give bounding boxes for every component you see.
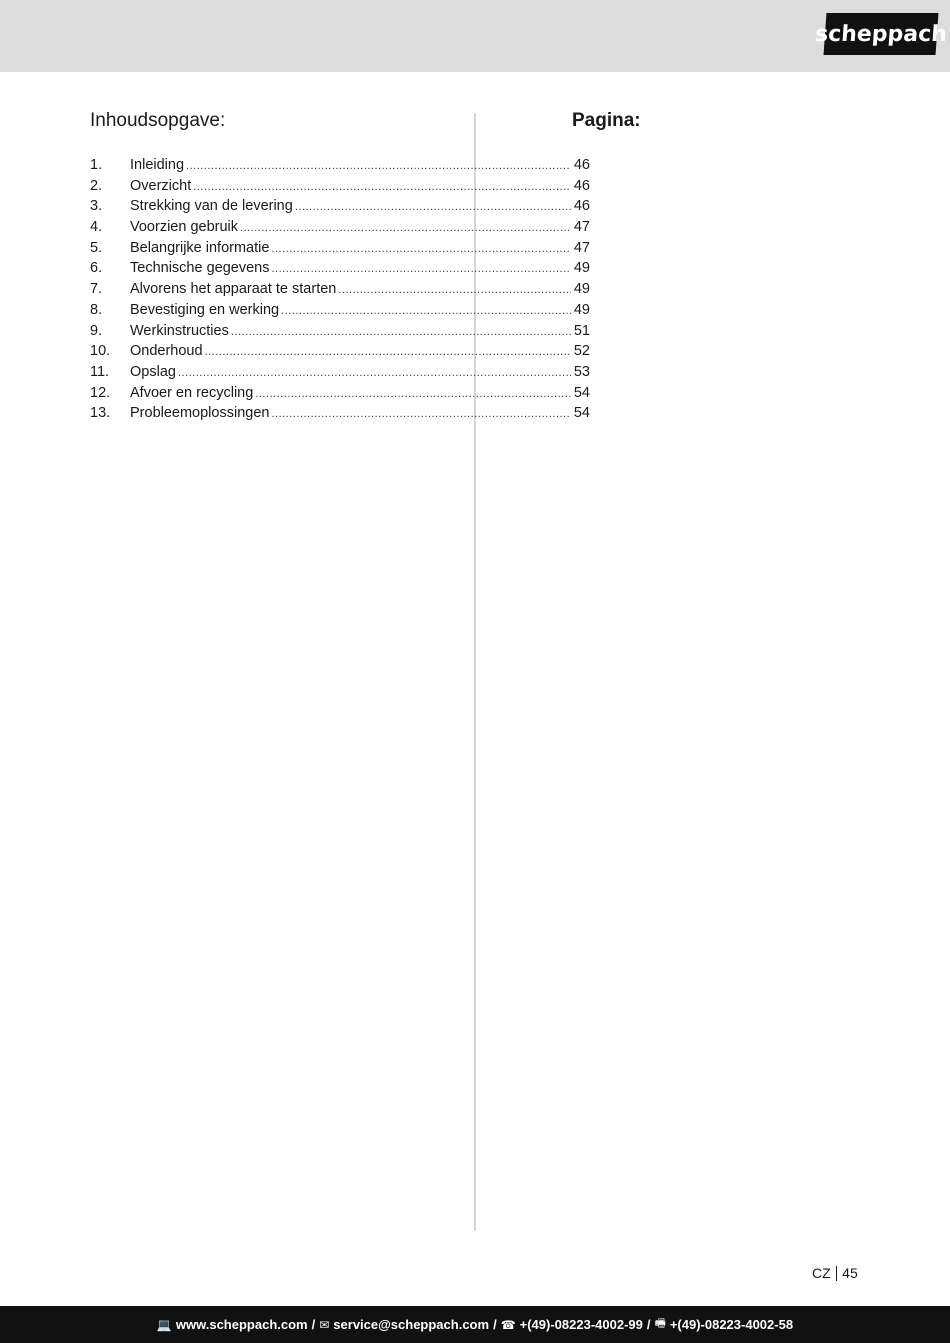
page-number: 45 bbox=[842, 1265, 858, 1281]
toc-entry-page: 46 bbox=[573, 157, 590, 173]
toc-dot-leader bbox=[295, 197, 571, 218]
toc-dot-leader bbox=[205, 342, 571, 363]
toc-dot-leader bbox=[178, 363, 571, 384]
fax-icon: 🖷 bbox=[654, 1316, 666, 1330]
toc-entry-number: 2. bbox=[90, 177, 103, 194]
toc-entry-page: 47 bbox=[573, 219, 590, 236]
toc-entry-label: Opslag bbox=[130, 363, 176, 380]
toc-entry-number: 4. bbox=[90, 219, 103, 236]
toc-entry-number: 6. bbox=[90, 260, 103, 277]
website-link[interactable]: www.scheppach.com bbox=[175, 1317, 308, 1332]
toc-entry-label: Technische gegevens bbox=[130, 260, 270, 277]
toc-entry[interactable] bbox=[90, 196, 590, 217]
toc-dot-leader bbox=[281, 301, 571, 322]
toc-entry-page: 52 bbox=[573, 343, 590, 360]
toc-entry-number: 8. bbox=[90, 301, 103, 318]
scheppach-logo bbox=[814, 13, 948, 55]
toc-entry-number: 11. bbox=[90, 363, 110, 380]
phone-number[interactable]: +(49)-08223-4002-99 bbox=[519, 1317, 643, 1332]
page-separator bbox=[836, 1266, 838, 1281]
toc-entry-number: 5. bbox=[90, 239, 103, 256]
toc-entry-label: Inleiding bbox=[130, 157, 185, 173]
toc-entry-label: Alvorens het apparaat te starten bbox=[130, 281, 337, 298]
toc-entry-label: Strekking van de levering bbox=[130, 198, 293, 215]
toc-entry-number: 9. bbox=[90, 322, 103, 339]
toc-entry-page: 47 bbox=[573, 239, 590, 256]
contact-footer bbox=[0, 1306, 950, 1343]
toc-dot-leader bbox=[338, 280, 571, 301]
footer-separator: / bbox=[311, 1317, 316, 1332]
toc-entry[interactable] bbox=[90, 217, 590, 238]
toc-entry[interactable] bbox=[90, 341, 590, 362]
footer-separator: / bbox=[493, 1317, 497, 1332]
toc-entry-label: Probleemoplossingen bbox=[130, 405, 270, 422]
toc-entry-label: Belangrijke informatie bbox=[130, 239, 270, 256]
toc-title: Inhoudsopgave: bbox=[90, 110, 226, 131]
toc-entry[interactable] bbox=[90, 300, 590, 321]
toc-dot-leader bbox=[186, 156, 571, 177]
toc-entry-label: Overzicht bbox=[130, 177, 192, 194]
envelope-icon: ✉ bbox=[319, 1317, 330, 1332]
language-code: CZ bbox=[812, 1265, 831, 1281]
toc-entry[interactable] bbox=[90, 155, 590, 176]
toc-dot-leader bbox=[193, 177, 571, 198]
fax-number: +(49)-08223-4002-58 bbox=[669, 1317, 794, 1332]
toc-entry[interactable] bbox=[90, 279, 590, 300]
toc-entry[interactable] bbox=[90, 383, 590, 404]
toc-entry-number: 10. bbox=[90, 343, 111, 360]
toc-dot-leader bbox=[255, 384, 571, 405]
page-column-heading: Pagina: bbox=[572, 110, 641, 131]
toc-entry[interactable] bbox=[90, 321, 590, 342]
toc-entry-label: Werkinstructies bbox=[130, 322, 229, 339]
toc-entry-page: 49 bbox=[573, 301, 590, 318]
toc-entry-page: 46 bbox=[573, 177, 590, 194]
toc-entry-page: 54 bbox=[573, 384, 590, 401]
toc-entry[interactable] bbox=[90, 362, 590, 383]
toc-entry-label: Onderhoud bbox=[130, 343, 203, 360]
toc-entry-label: Bevestiging en werking bbox=[130, 301, 280, 318]
header-bar bbox=[0, 0, 950, 72]
computer-icon: 💻 bbox=[156, 1317, 172, 1332]
toc-dot-leader bbox=[240, 218, 571, 239]
toc-dot-leader bbox=[271, 404, 570, 425]
telephone-icon: ☎ bbox=[500, 1317, 516, 1332]
toc-entry-page: 49 bbox=[573, 260, 590, 277]
toc-entry-number: 7. bbox=[90, 281, 103, 298]
toc-entry-page: 46 bbox=[573, 198, 590, 215]
page-number-block bbox=[812, 1265, 858, 1281]
toc-dot-leader bbox=[231, 322, 571, 343]
toc-entry-page: 54 bbox=[573, 405, 590, 422]
logo-text: scheppach bbox=[814, 21, 948, 47]
toc-entry-number: 3. bbox=[90, 198, 103, 215]
toc-entry-number: 1. bbox=[90, 157, 103, 173]
toc-entry-page: 53 bbox=[573, 363, 590, 380]
table-of-contents bbox=[90, 155, 590, 424]
toc-entry-number: 12. bbox=[90, 384, 111, 401]
toc-entry[interactable] bbox=[90, 258, 590, 279]
toc-dot-leader bbox=[271, 259, 570, 280]
toc-entry[interactable] bbox=[90, 238, 590, 259]
toc-entry-number: 13. bbox=[90, 405, 111, 422]
toc-entry-label: Afvoer en recycling bbox=[130, 384, 254, 401]
toc-entry-page: 49 bbox=[573, 281, 590, 298]
toc-entry[interactable] bbox=[90, 176, 590, 197]
toc-entry-label: Voorzien gebruik bbox=[130, 219, 239, 236]
toc-dot-leader bbox=[271, 239, 570, 260]
toc-entry-page: 51 bbox=[573, 322, 590, 339]
email-link[interactable]: service@scheppach.com bbox=[333, 1317, 490, 1332]
toc-entry[interactable] bbox=[90, 403, 590, 424]
footer-separator: / bbox=[646, 1317, 651, 1332]
